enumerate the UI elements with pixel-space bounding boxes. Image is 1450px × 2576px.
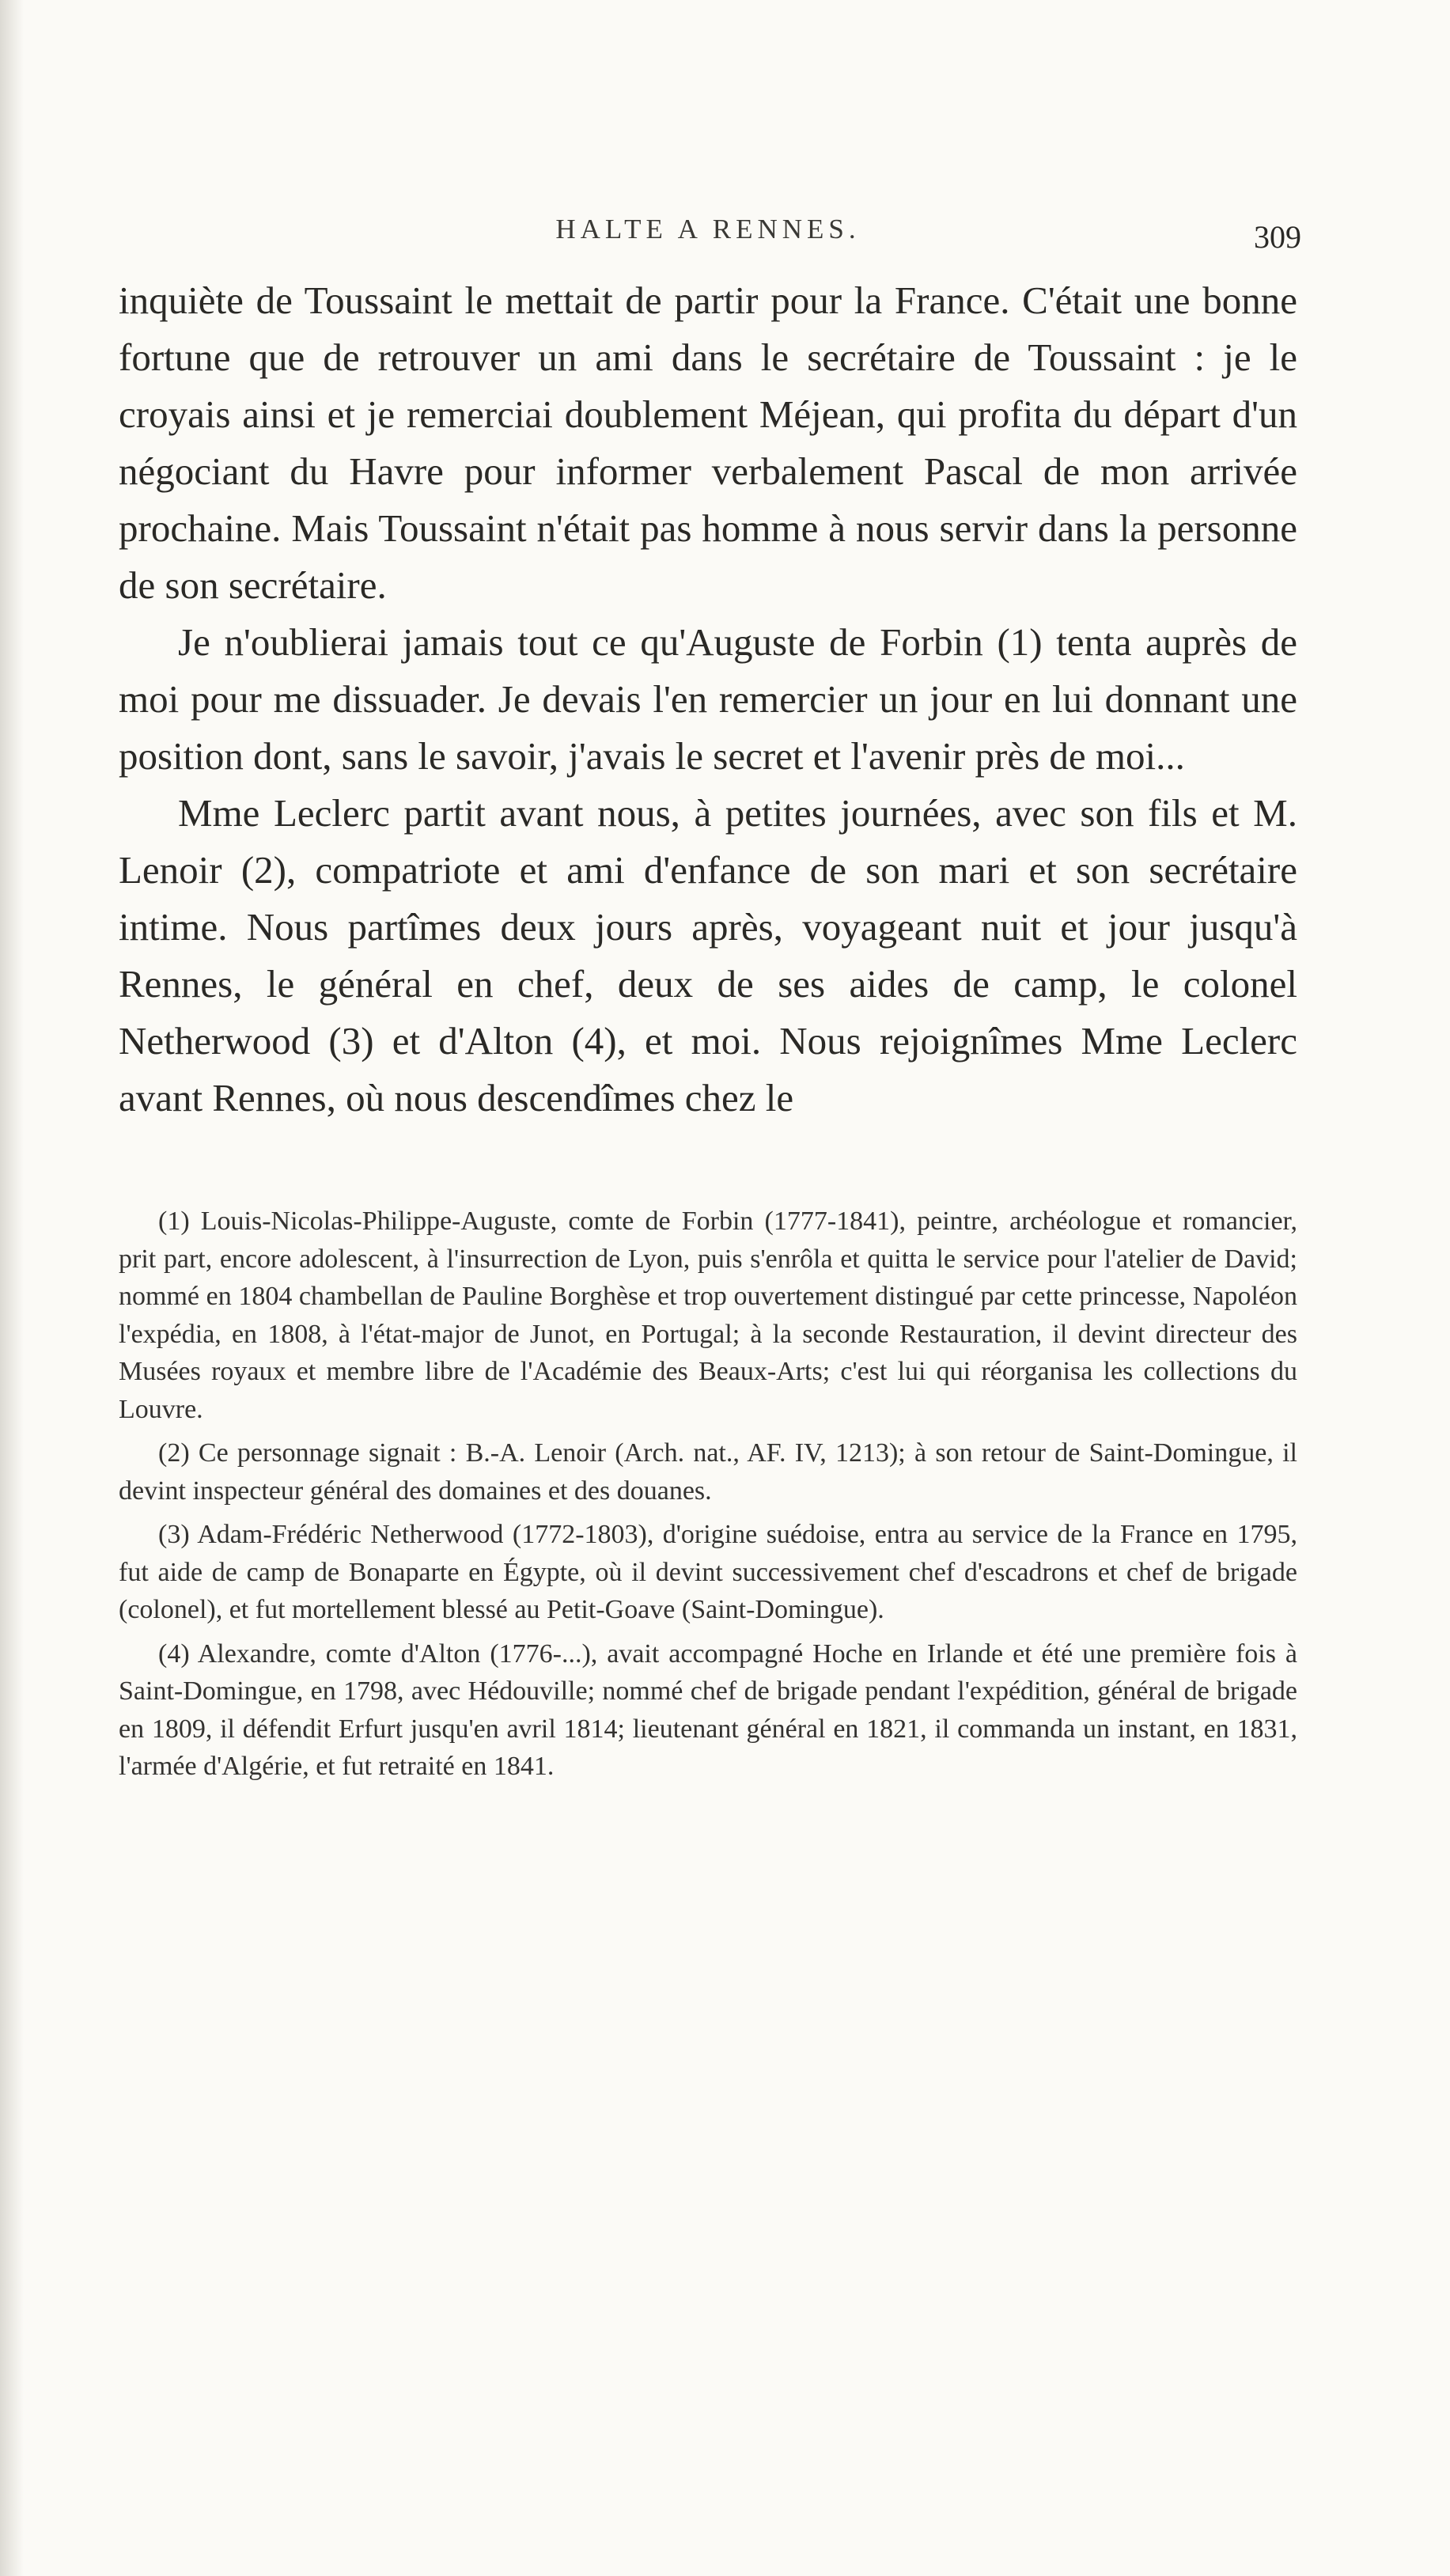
- paragraph: Je n'oublierai jamais tout ce qu'Auguste de Forbin (1) tenta auprès de moi pour me dissuader. Je devais l'en remercier un jour en lui donnant une position dont, sans le savoir, j'avais le secret et l'avenir près de moi...: [119, 620, 1297, 778]
- running-head: [119, 214, 1301, 261]
- book-page: [119, 214, 1301, 1792]
- footnote: (4) Alexandre, comte d'Alton (1776-...), avait accompagné Hoche en Irlande et été une première fois à Saint-Domingue, en 1798, avec Hédouville; nommé chef de brigade pendant l'expédition, général de brigade en 1809, il défendit Erfurt jusqu'en avril 1814; lieutenant général en 1821, il commanda un instant, en 1831, l'armée d'Algérie, et fut retraité en 1841.: [119, 1638, 1297, 1781]
- footnote: (3) Adam-Frédéric Netherwood (1772-1803), d'origine suédoise, entra au service de la France en 1795, fut aide de camp de Bonaparte en Égypte, où il devint successivement chef d'escadrons et chef de brigade (colonel), et fut mortellement blessé au Petit-Goave (Saint-Domingue).: [119, 1520, 1297, 1624]
- paragraph: Mme Leclerc partit avant nous, à petites journées, avec son fils et M. Lenoir (2), compatriote et ami d'enfance de son mari et son secrétaire intime. Nous partîmes deux jours après, voyageant nuit et jour jusqu'à Rennes, le général en chef, deux de ses aides de camp, le colonel Netherwood (3) et d'Alton (4), et moi. Nous rejoignîmes Mme Leclerc avant Rennes, où nous descendîmes chez le: [119, 791, 1297, 1119]
- running-title: HALTE A RENNES.: [555, 214, 861, 244]
- footnote: (2) Ce personnage signait : B.-A. Lenoir (Arch. nat., AF. IV, 1213); à son retour de Saint-Domingue, il devint inspecteur général des domaines et des douanes.: [119, 1438, 1297, 1506]
- paragraph: inquiète de Toussaint le mettait de partir pour la France. C'était une bonne fortune que de retrouver un ami dans le secrétaire de Toussaint : je le croyais ainsi et je remerciai doublement Méjean, qui profita du départ d'un négociant du Havre pour informer verbalement Pascal de mon arrivée prochaine. Mais Toussaint n'était pas homme à nous servir dans la personne de son secrétaire.: [119, 278, 1297, 607]
- body-text: [119, 272, 1297, 1127]
- footnote: (1) Louis-Nicolas-Philippe-Auguste, comte de Forbin (1777-1841), peintre, archéologue et romancier, prit part, encore adolescent, à l'insurrection de Lyon, puis s'enrôla et quitta le service pour l'atelier de David; nommé en 1804 chambellan de Pauline Borghèse et trop ouvertement distingué par cette princesse, Napoléon l'expédia, en 1808, à l'état-major de Junot, en Portugal; à la seconde Restauration, il devint directeur des Musées royaux et membre libre de l'Académie des Beaux-Arts; c'est lui qui réorganisa les collections du Louvre.: [119, 1207, 1297, 1424]
- page-number: 309: [1254, 219, 1301, 255]
- page-gutter-shadow: [0, 0, 24, 2576]
- footnotes: [119, 1203, 1297, 1786]
